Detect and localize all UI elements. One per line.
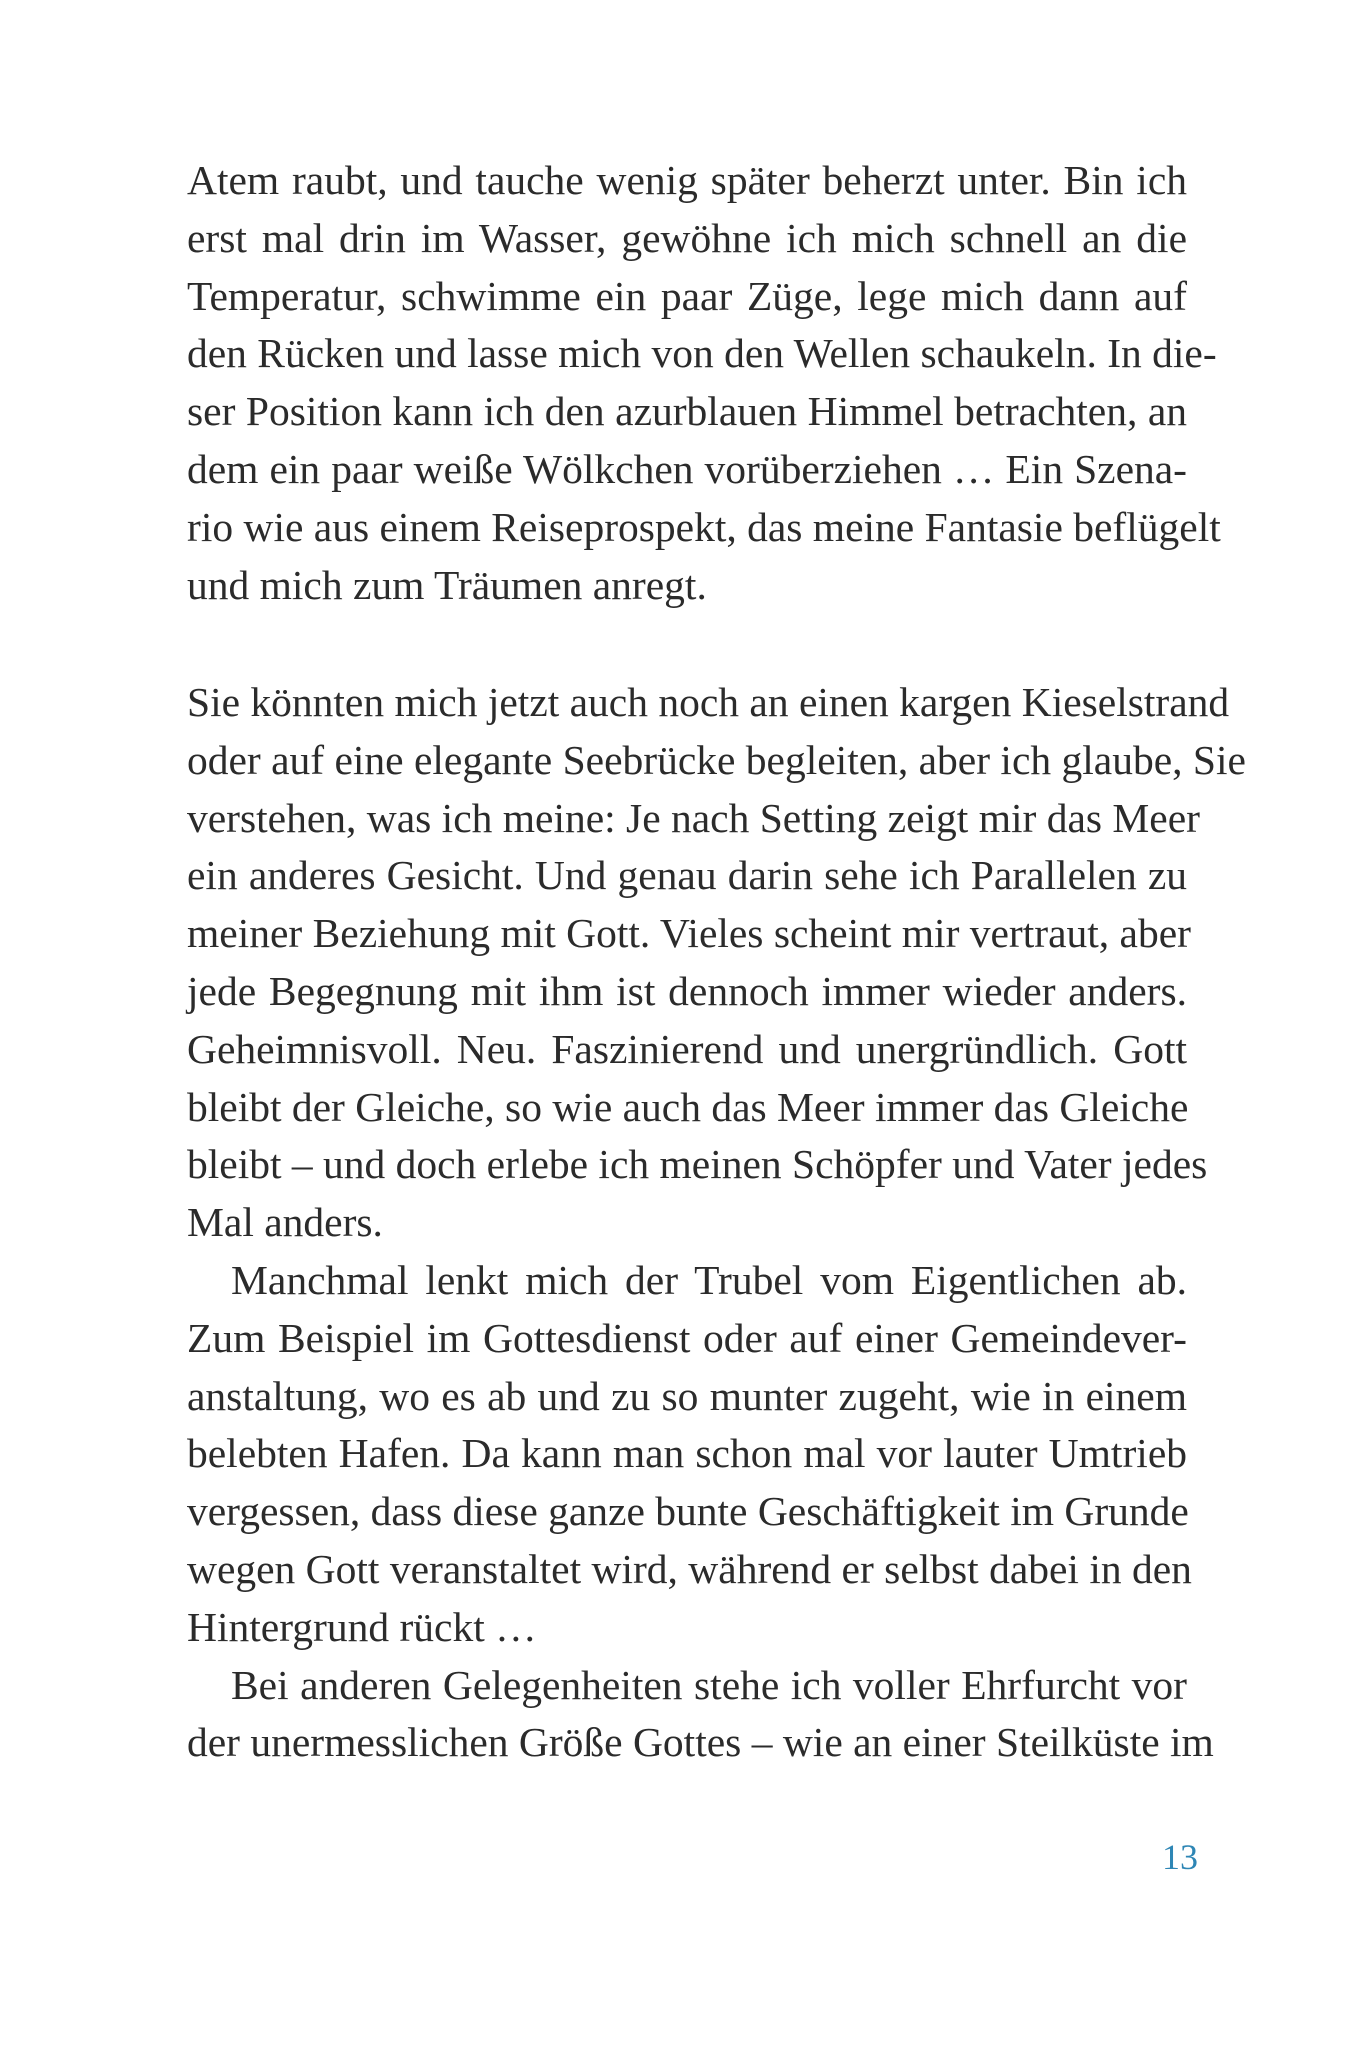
- paragraph-2: [187, 674, 1246, 1252]
- paragraph-3: [187, 1252, 1192, 1657]
- text-line: den Rücken und lasse mich von den Wellen schaukeln. In die-: [187, 330, 1217, 377]
- text-line: Temperatur, schwimme ein paar Züge, lege mich dann auf: [187, 272, 1187, 319]
- text-line: anstaltung, wo es ab und zu so munter zugeht, wie in einem: [187, 1372, 1187, 1419]
- text-line: oder auf eine elegante Seebrücke begleiten, aber ich glaube, Sie: [187, 736, 1246, 783]
- text-line: bleibt – und doch erlebe ich meinen Schöpfer und Vater jedes: [187, 1141, 1208, 1188]
- text-line: vergessen, dass diese ganze bunte Geschäftigkeit im Grunde: [187, 1488, 1189, 1535]
- text-line: bleibt der Gleiche, so wie auch das Meer immer das Gleiche: [187, 1083, 1189, 1130]
- text-line: erst mal drin im Wasser, gewöhne ich mich schnell an die: [187, 214, 1187, 261]
- paragraph-1: [187, 152, 1221, 614]
- text-line: meiner Beziehung mit Gott. Vieles scheint mir vertraut, aber: [187, 910, 1191, 957]
- text-line: ser Position kann ich den azurblauen Himmel betrachten, an: [187, 388, 1187, 435]
- text-line: Sie könnten mich jetzt auch noch an einen kargen Kieselstrand: [187, 679, 1230, 725]
- text-line: Manchmal lenkt mich der Trubel vom Eigentlichen ab.: [231, 1256, 1187, 1303]
- text-line: Hintergrund rückt …: [187, 1603, 537, 1650]
- text-line: ein anderes Gesicht. Und genau darin sehe ich Parallelen zu: [187, 852, 1187, 899]
- text-line: jede Begegnung mit ihm ist dennoch immer wieder anders.: [187, 967, 1187, 1014]
- text-line: Zum Beispiel im Gottesdienst oder auf einer Gemeindever-: [187, 1314, 1187, 1361]
- text-line: verstehen, was ich meine: Je nach Setting zeigt mir das Meer: [187, 794, 1200, 841]
- paragraph-group-2: [187, 674, 1246, 1772]
- text-line: Geheimnisvoll. Neu. Faszinierend und unergründlich. Gott: [187, 1025, 1187, 1072]
- text-line: belebten Hafen. Da kann man schon mal vor lauter Umtrieb: [187, 1430, 1187, 1477]
- text-line: rio wie aus einem Reiseprospekt, das meine Fantasie beflügelt: [187, 503, 1221, 550]
- text-line: wegen Gott veranstaltet wird, während er selbst dabei in den: [187, 1545, 1192, 1592]
- text-line: Bei anderen Gelegenheiten stehe ich voller Ehrfurcht vor: [231, 1661, 1187, 1708]
- text-line: Atem raubt, und tauche wenig später beherzt unter. Bin ich: [187, 157, 1187, 203]
- text-line: der unermesslichen Größe Gottes – wie an einer Steilküste im: [187, 1719, 1214, 1766]
- paragraph-4: [187, 1657, 1214, 1773]
- text-line: Mal anders.: [187, 1199, 383, 1246]
- page-number: 13: [1162, 1837, 1198, 1877]
- text-line: und mich zum Träumen anregt.: [187, 561, 707, 608]
- text-line: dem ein paar weiße Wölkchen vorüberziehen … Ein Szena-: [187, 445, 1187, 492]
